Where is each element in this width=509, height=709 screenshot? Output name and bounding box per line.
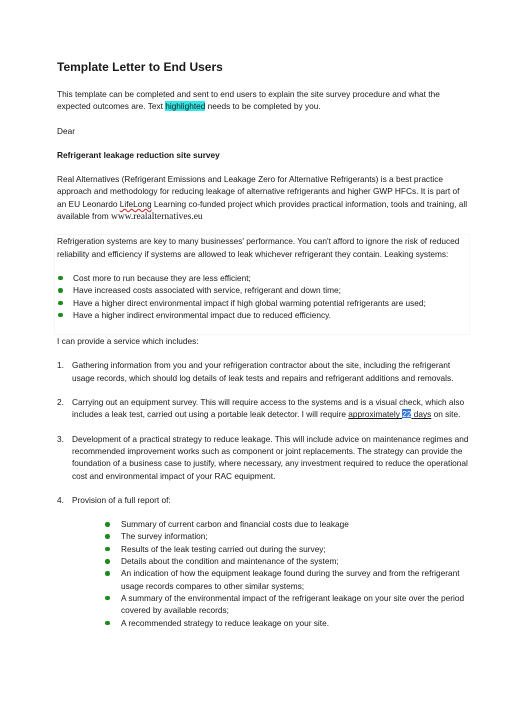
paragraph-real-alternatives <box>57 173 469 223</box>
bullet-icon <box>105 547 110 552</box>
selected-days-value[interactable]: 22 <box>402 409 412 420</box>
list-item <box>57 272 469 284</box>
intro-text-end: needs to be completed by you. <box>205 101 321 112</box>
list-item-text: Results of the leak testing carried out during the survey; <box>121 543 326 554</box>
report-bullet-list <box>72 518 469 629</box>
service-text-end: on site. <box>431 409 461 420</box>
bullet-icon <box>105 571 110 576</box>
list-item-text: Have a higher direct environmental impact if high global warming potential refrigerants are used; <box>73 297 426 308</box>
service-text: Carrying out an equipment survey. This will require access to the systems and is a visual check, which also includes a leak test, carried out using a portable leak detector. I will require <box>72 397 465 420</box>
service-item-1 <box>57 359 469 384</box>
document-title: Template Letter to End Users <box>57 60 223 74</box>
list-item <box>105 518 469 530</box>
service-text: Gathering information from you and your refrigeration contractor about the site, including the refrigerant usage records, which should log details of leak tests and repairs and refrigerant additions and removals. <box>72 360 454 383</box>
paragraph-leaking-systems: Refrigeration systems are key to many businesses' performance. You can't afford to ignore the risk of reduced reliability and efficiency if systems are allowed to leak whichever refrigerant they contain. Leaking systems: <box>57 236 460 259</box>
list-item-text: Summary of current carbon and financial costs due to leakage <box>121 519 349 530</box>
bullet-icon <box>105 596 110 601</box>
bullet-icon <box>105 621 110 626</box>
service-item-4 <box>57 494 469 629</box>
list-item-text: Have a higher indirect environmental impact due to reduced efficiency. <box>73 309 331 320</box>
bullet-icon <box>58 288 63 293</box>
list-item-text: Cost more to run because they are less efficient; <box>73 272 251 283</box>
list-item-text: A recommended strategy to reduce leakage on your site. <box>121 617 330 628</box>
list-item <box>57 284 469 296</box>
list-item <box>105 543 469 555</box>
misspelled-word: LifeLong <box>119 198 152 209</box>
salutation: Dear <box>57 125 75 136</box>
highlighted-text: highlighted <box>165 101 206 112</box>
list-number: 2. <box>57 397 64 408</box>
list-item <box>105 555 469 567</box>
bullet-icon <box>58 276 63 281</box>
list-item-text: A summary of the environmental impact of the refrigerant leakage on your site over the period covered by available records; <box>121 592 465 616</box>
leak-bullet-list <box>57 272 469 334</box>
list-number: 1. <box>57 360 64 371</box>
para1-text-end: Learning co-funded project which provides practical information, tools and training, all available from <box>57 198 468 222</box>
bullet-icon <box>105 559 110 564</box>
list-item-text: Details about the condition and maintenance of the system; <box>121 556 339 567</box>
list-item-text: An indication of how the equipment leakage found during the survey and from the refrigerant usage records compares to other similar systems; <box>121 568 460 591</box>
list-item <box>105 567 469 592</box>
list-item <box>105 530 469 542</box>
list-item <box>105 592 469 617</box>
service-item-3 <box>57 433 469 482</box>
list-item <box>57 309 469 321</box>
para1-text: Real Alternatives (Refrigerant Emissions and Leakage Zero for Alternative Refrigerants) is a best practice approach and methodology for reducing leakage of alternative refrigerants and higher GWP HFCs. It is part of an EU Leonardo <box>57 174 460 209</box>
service-text: Provision of a full report of: <box>72 494 171 505</box>
days-text: days <box>413 409 432 420</box>
service-text: Development of a practical strategy to reduce leakage. This will include advice on maintenance regimes and recommended improvement works such as component or joint replacements. The strategy can provide the foundation of a business case to justify, where necessary, any investment required to reduce the operational cost and environmental impact of your RAC equipment. <box>72 433 469 481</box>
service-item-2 <box>57 396 469 421</box>
bullet-icon <box>58 301 63 306</box>
intro-text: This template can be completed and sent to end users to explain the site survey procedure and what the expected outcomes are. Text <box>57 89 440 112</box>
leaking-systems-box <box>55 235 469 334</box>
list-number: 3. <box>57 433 64 444</box>
list-item-text: Have increased costs associated with service, refrigerant and down time; <box>73 285 341 296</box>
services-list <box>57 359 469 628</box>
approximately-text: approximately <box>348 409 400 420</box>
bullet-icon <box>58 313 63 318</box>
list-item-text: The survey information; <box>121 531 208 542</box>
bullet-icon <box>105 522 110 527</box>
list-number: 4. <box>57 494 64 505</box>
bullet-icon <box>105 534 110 539</box>
list-item <box>105 617 469 629</box>
list-item <box>57 297 469 309</box>
service-intro: I can provide a service which includes: <box>57 336 199 347</box>
website-url[interactable]: www.realalternatives.eu <box>110 212 203 223</box>
intro-paragraph <box>57 88 469 113</box>
subject-heading: Refrigerant leakage reduction site survey <box>57 149 220 160</box>
